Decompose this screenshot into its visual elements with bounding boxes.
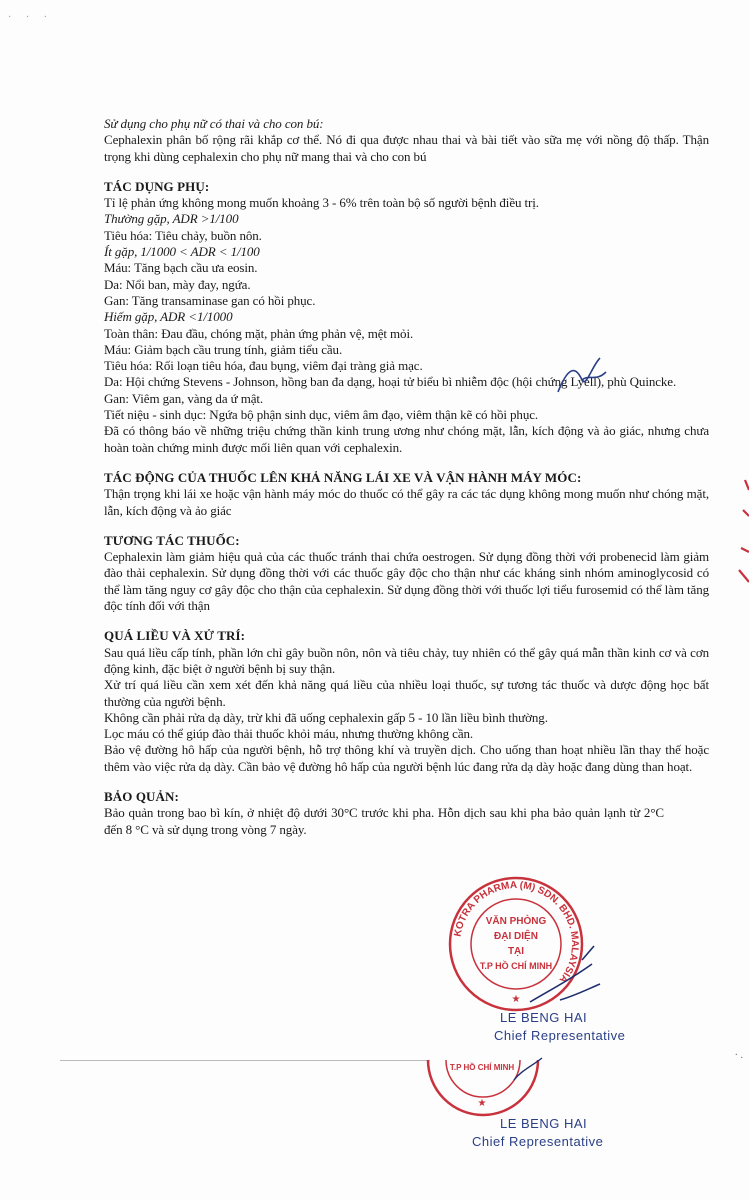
- initials-mark: [552, 352, 612, 402]
- storage-paragraph: Bảo quản trong bao bì kín, ở nhiệt độ dưới 30°C trước khi pha. Hỗn dịch sau khi pha bảo quản lạnh từ 2°C đến 8 °C và sử dụng trong vòng 7 ngày.: [104, 805, 664, 837]
- overdose-paragraph: Bảo vệ đường hô hấp của người bệnh, hỗ trợ thông khí và truyền dịch. Cho uống than hoạt nhiều lần thay thế hoặc thêm vào việc rửa dạ dày. Cần bảo vệ đường hô hấp của người bệnh lúc đang rửa dạ dày hoặc đang dùng than hoạt.: [104, 742, 709, 774]
- storage-heading: BẢO QUẢN:: [104, 788, 179, 804]
- side-effects-frequency: Thường gặp, ADR >1/100: [104, 211, 239, 227]
- stamp-star-icon: ★: [477, 1098, 487, 1109]
- side-effects-frequency: Hiếm gặp, ADR <1/1000: [104, 309, 233, 325]
- side-effects-item: Gan: Tăng transaminase gan có hồi phục.: [104, 292, 316, 308]
- page-divider: [60, 1060, 430, 1061]
- stamp-line: ĐẠI DIỆN: [494, 931, 538, 942]
- driving-paragraph: Thận trọng khi lái xe hoặc vận hành máy móc do thuốc có thể gây ra các tác dụng không mong muốn như chóng mặt, lẫn, kích động và ảo giác: [104, 486, 709, 518]
- pregnancy-title: Sử dụng cho phụ nữ có thai và cho con bú:: [104, 116, 324, 131]
- edge-stamp-fragment: [731, 470, 749, 620]
- side-effects-item: Toàn thân: Đau đầu, chóng mặt, phản ứng phản vệ, mệt mỏi.: [104, 325, 414, 341]
- side-effects-item: Máu: Tăng bạch cầu ưa eosin.: [104, 260, 258, 276]
- scan-specks: · · ·: [8, 12, 53, 23]
- signatory-name: LE BENG HAI: [500, 1010, 588, 1025]
- document-body: [104, 116, 709, 838]
- side-effects-item: Tiết niệu - sinh dục: Ngứa bộ phận sinh dục, viêm âm đạo, viêm thận kẽ có hồi phục.: [104, 407, 539, 423]
- overdose-paragraph: Sau quá liều cấp tính, phần lớn chỉ gây buồn nôn, nôn và tiêu chảy, tuy nhiên có thể gây quá mẫn thần kinh cơ và cơn động kinh, đặc biệt ở người bệnh bị suy thận.: [104, 644, 709, 676]
- interactions-paragraph: Cephalexin làm giảm hiệu quả của các thuốc tránh thai chứa oestrogen. Sử dụng đồng thời với probenecid làm giảm đào thải cephalexin. Sử dụng đồng thời với các thuốc gây độc cho thận như các kháng sinh nhóm aminoglycosid có thể làm tăng nguy cơ gây độc cho thận của cephalexin. Sử dụng đồng thời với thuốc lợi tiểu furosemid có thể làm tăng độc tính đối với thận: [104, 549, 709, 614]
- side-effects-item: Máu: Giảm bạch cầu trung tính, giảm tiểu cầu.: [104, 341, 343, 357]
- side-effects-heading: TÁC DỤNG PHỤ:: [104, 178, 210, 194]
- overdose-paragraph: Không cần phải rửa dạ dày, trừ khi đã uống cephalexin gấp 5 - 10 lần liều bình thường.: [104, 709, 548, 725]
- stamp-line: VĂN PHÒNG: [485, 916, 547, 927]
- signatory-name-lower: LE BENG HAI: [500, 1116, 588, 1131]
- interactions-heading: TƯƠNG TÁC THUỐC:: [104, 532, 240, 548]
- side-effects-item: Tỉ lệ phản ứng không mong muốn khoảng 3 - 6% trên toàn bộ số người bệnh điều trị.: [104, 195, 539, 211]
- side-effects-list: [104, 195, 709, 456]
- pregnancy-paragraph: Cephalexin phân bố rộng rãi khắp cơ thể. Nó đi qua được nhau thai và bài tiết vào sữa mẹ với nồng độ thấp. Thận trọng khi dùng cephalexin cho phụ nữ mang thai và cho con bú: [104, 132, 709, 164]
- side-effects-item: Da: Nổi ban, mày đay, ngứa.: [104, 276, 251, 292]
- side-effects-frequency: Ít gặp, 1/1000 < ADR < 1/100: [104, 244, 260, 260]
- signatory-title: Chief Representative: [494, 1028, 626, 1043]
- stamp-ring-text: KOTRA PHARMA (M) SDN. BHD. MALAYSIA: [452, 879, 581, 985]
- side-effects-item: Tiêu hóa: Tiêu chảy, buồn nôn.: [104, 227, 262, 243]
- signatory-title-lower: Chief Representative: [472, 1134, 604, 1149]
- stamp-lower-text: T.P HỒ CHÍ MINH: [449, 1063, 515, 1072]
- side-effects-item: Da: Hội chứng Stevens - Johnson, hồng ban đa dạng, hoại tử biểu bì nhiễm độc (hội chứng Lyell), phù Quincke.: [104, 374, 677, 390]
- overdose-paragraph: Xử trí quá liều cần xem xét đến khả năng quá liều của nhiều loại thuốc, sự tương tác thuốc và dược động học bất thường của người bệnh.: [104, 677, 709, 709]
- scan-mark: · .: [734, 1050, 743, 1061]
- stamp-line: T.P HỒ CHÍ MINH: [479, 961, 553, 971]
- stamp-line: TẠI: [507, 946, 525, 957]
- side-effects-item: Đã có thông báo về những triệu chứng thần kinh trung ương như chóng mặt, lẫn, kích động và ảo giác, nhưng chưa hoàn toàn chứng minh được mối liên quan với cephalexin.: [104, 423, 709, 455]
- signature: [520, 940, 610, 1020]
- stamp-star-icon: ★: [511, 994, 521, 1005]
- side-effects-item: Gan: Viêm gan, vàng da ứ mật.: [104, 390, 264, 406]
- side-effects-item: Tiêu hóa: Rối loạn tiêu hóa, đau bụng, viêm đại tràng giả mạc.: [104, 358, 423, 374]
- overdose-heading: QUÁ LIỀU VÀ XỬ TRÍ:: [104, 628, 246, 644]
- driving-heading: TÁC ĐỘNG CỦA THUỐC LÊN KHẢ NĂNG LÁI XE VÀ VẬN HÀNH MÁY MÓC:: [104, 469, 582, 485]
- overdose-paragraph: Lọc máu có thể giúp đào thải thuốc khỏi máu, nhưng thường không cần.: [104, 726, 474, 742]
